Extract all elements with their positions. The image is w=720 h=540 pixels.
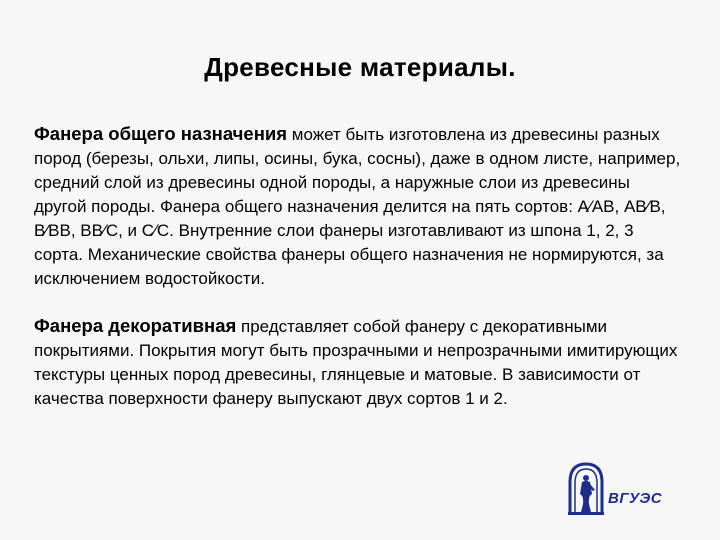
paragraph-lead: Фанера декоративная <box>34 315 237 336</box>
paragraph-text: может быть изготовлена из древесины разных пород (березы, ольхи, липы, осины, бука, сосны), даже в одном листе, например, средний слой из древесины одной породы, а наружные слои из древесины другой породы. Фанера общего назначения делится на пять сортов: А⁄АВ, АВ⁄В, В⁄ВВ, ВВ⁄С, и С⁄С. Внутренние слои фанеры изготавливают из шпона 1, 2, 3 сорта. Механические свойства фанеры общего назначения не нормируются, за исключением водостойкости. <box>34 125 681 288</box>
logo-text: ВГУЭС <box>608 490 663 507</box>
paragraph-decorative-plywood <box>34 314 684 411</box>
slide-title: Древесные материалы. <box>204 52 516 82</box>
university-logo-icon <box>566 460 676 516</box>
paragraph-text: представляет собой фанеру с декоративными покрытиями. Покрытия могут быть прозрачными и непрозрачными имитирующих текстуры ценных пород древесины, глянцевые и матовые. В зависимости от качества поверхности фанеру выпускают двух сортов 1 и 2. <box>34 317 678 408</box>
paragraph-general-plywood <box>34 122 684 291</box>
paragraph-lead: Фанера общего назначения <box>34 123 288 144</box>
